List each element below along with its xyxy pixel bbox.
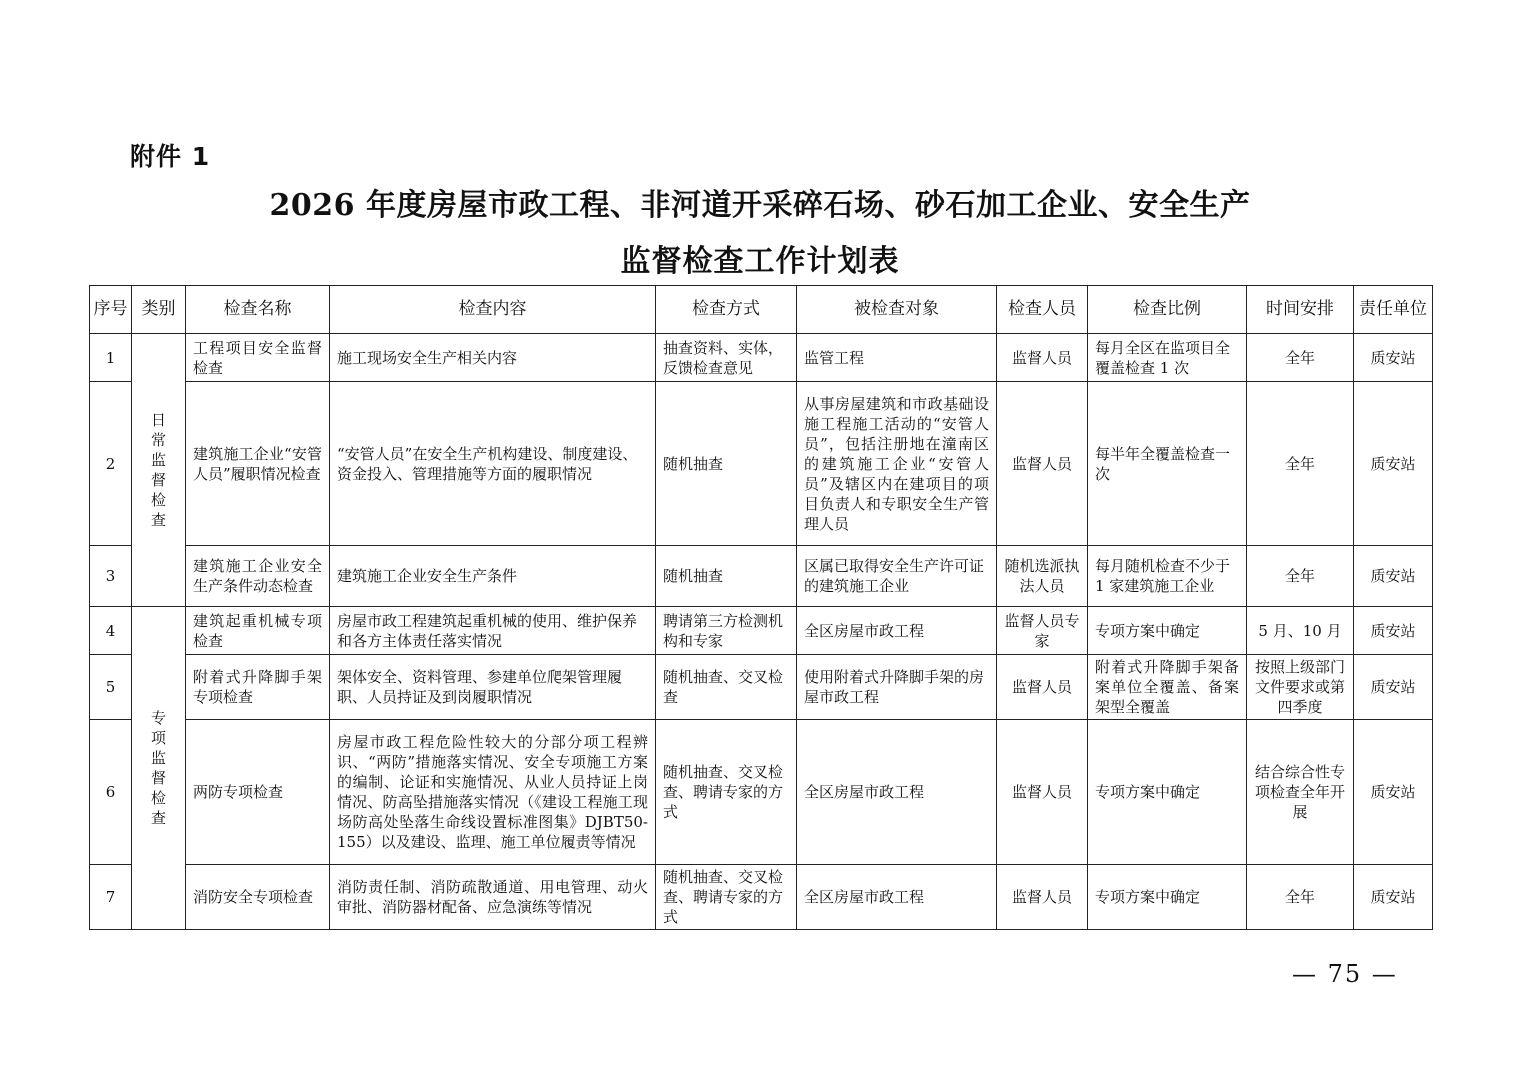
cell-target: 全区房屋市政工程 [797,607,997,655]
header-seq: 序号 [90,286,132,334]
table-row [90,655,1433,720]
cell-name: 建筑施工企业安全生产条件动态检查 [186,546,330,607]
cell-name: 两防专项检查 [186,720,330,865]
document-title-line1: 2026 年度房屋市政工程、非河道开采碎石场、砂石加工企业、安全生产 [269,188,1251,223]
cell-content: 房屋市政工程危险性较大的分部分项工程辨识、“两防”措施落实情况、安全专项施工方案的编制、论证和实施情况、从业人员持证上岗情况、防高坠措施落实情况（《建设工程施工现场防高处坠落生命线设置标准图集》DJBT50-155）以及建设、监理、施工单位履责等情况 [330,720,656,865]
cell-ratio: 每半年全覆盖检查一次 [1088,382,1247,546]
cell-name: 建筑施工企业“安管人员”履职情况检查 [186,382,330,546]
header-category: 类别 [132,286,186,334]
table-row [90,720,1433,865]
cell-method: 随机抽查 [656,382,797,546]
cell-staff: 随机选派执法人员 [997,546,1088,607]
cell-target: 全区房屋市政工程 [797,865,997,930]
cell-schedule: 5 月、10 月 [1247,607,1354,655]
cell-content: 房屋市政工程建筑起重机械的使用、维护保养和各方主体责任落实情况 [330,607,656,655]
table-row [90,865,1433,930]
cell-schedule: 按照上级部门文件要求或第四季度 [1247,655,1354,720]
cell-unit: 质安站 [1354,655,1433,720]
category-special: 专项监督检查 [132,607,186,930]
cell-method: 聘请第三方检测机构和专家 [656,607,797,655]
cell-content: 施工现场安全生产相关内容 [330,334,656,382]
cell-target: 监管工程 [797,334,997,382]
cell-staff: 监督人员 [997,655,1088,720]
cell-seq: 4 [90,607,132,655]
cell-seq: 7 [90,865,132,930]
cell-name: 建筑起重机械专项检查 [186,607,330,655]
cell-name: 工程项目安全监督检查 [186,334,330,382]
header-unit: 责任单位 [1354,286,1433,334]
cell-staff: 监督人员 [997,334,1088,382]
cell-unit: 质安站 [1354,382,1433,546]
cell-name: 消防安全专项检查 [186,865,330,930]
table-row [90,382,1433,546]
cell-content: “安管人员”在安全生产机构建设、制度建设、资金投入、管理措施等方面的履职情况 [330,382,656,546]
cell-method: 抽查资料、实体，反馈检查意见 [656,334,797,382]
cell-content: 消防责任制、消防疏散通道、用电管理、动火审批、消防器材配备、应急演练等情况 [330,865,656,930]
page-number: — 75 — [1292,960,1398,988]
table-header-row [90,286,1433,334]
inspection-plan-table [89,285,1433,930]
cell-ratio: 专项方案中确定 [1088,865,1247,930]
cell-schedule: 全年 [1247,546,1354,607]
cell-seq: 6 [90,720,132,865]
cell-staff: 监督人员 [997,865,1088,930]
cell-unit: 质安站 [1354,865,1433,930]
cell-target: 使用附着式升降脚手架的房屋市政工程 [797,655,997,720]
header-ratio: 检查比例 [1088,286,1247,334]
table-row [90,334,1433,382]
header-schedule: 时间安排 [1247,286,1354,334]
table-row [90,607,1433,655]
attachment-label: 附件 1 [130,142,211,171]
cell-ratio: 每月随机检查不少于 1 家建筑施工企业 [1088,546,1247,607]
cell-ratio: 附着式升降脚手架备案单位全覆盖、备案架型全覆盖 [1088,655,1247,720]
cell-schedule: 结合综合性专项检查全年开展 [1247,720,1354,865]
cell-unit: 质安站 [1354,607,1433,655]
header-target: 被检查对象 [797,286,997,334]
cell-ratio: 专项方案中确定 [1088,607,1247,655]
cell-method: 随机抽查 [656,546,797,607]
cell-unit: 质安站 [1354,720,1433,865]
cell-seq: 5 [90,655,132,720]
cell-schedule: 全年 [1247,382,1354,546]
cell-unit: 质安站 [1354,546,1433,607]
cell-method: 随机抽查、交叉检查、聘请专家的方式 [656,720,797,865]
cell-method: 随机抽查、交叉检查 [656,655,797,720]
cell-ratio: 每月全区在监项目全覆盖检查 1 次 [1088,334,1247,382]
header-staff: 检查人员 [997,286,1088,334]
cell-target: 从事房屋建筑和市政基础设施工程施工活动的“安管人员”，包括注册地在潼南区的建筑施工企业“安管人员”及辖区内在建项目的项目负责人和专职安全生产管理人员 [797,382,997,546]
cell-name: 附着式升降脚手架专项检查 [186,655,330,720]
cell-staff: 监督人员专家 [997,607,1088,655]
category-daily: 日常监督检查 [132,334,186,607]
header-content: 检查内容 [330,286,656,334]
cell-content: 架体安全、资料管理、参建单位爬架管理履职、人员持证及到岗履职情况 [330,655,656,720]
cell-content: 建筑施工企业安全生产条件 [330,546,656,607]
cell-staff: 监督人员 [997,382,1088,546]
cell-seq: 3 [90,546,132,607]
cell-schedule: 全年 [1247,865,1354,930]
cell-seq: 2 [90,382,132,546]
cell-target: 区属已取得安全生产许可证的建筑施工企业 [797,546,997,607]
cell-target: 全区房屋市政工程 [797,720,997,865]
cell-unit: 质安站 [1354,334,1433,382]
header-name: 检查名称 [186,286,330,334]
cell-staff: 监督人员 [997,720,1088,865]
cell-method: 随机抽查、交叉检查、聘请专家的方式 [656,865,797,930]
cell-seq: 1 [90,334,132,382]
document-title-line2: 监督检查工作计划表 [620,244,900,279]
table-row [90,546,1433,607]
cell-schedule: 全年 [1247,334,1354,382]
cell-ratio: 专项方案中确定 [1088,720,1247,865]
header-method: 检查方式 [656,286,797,334]
